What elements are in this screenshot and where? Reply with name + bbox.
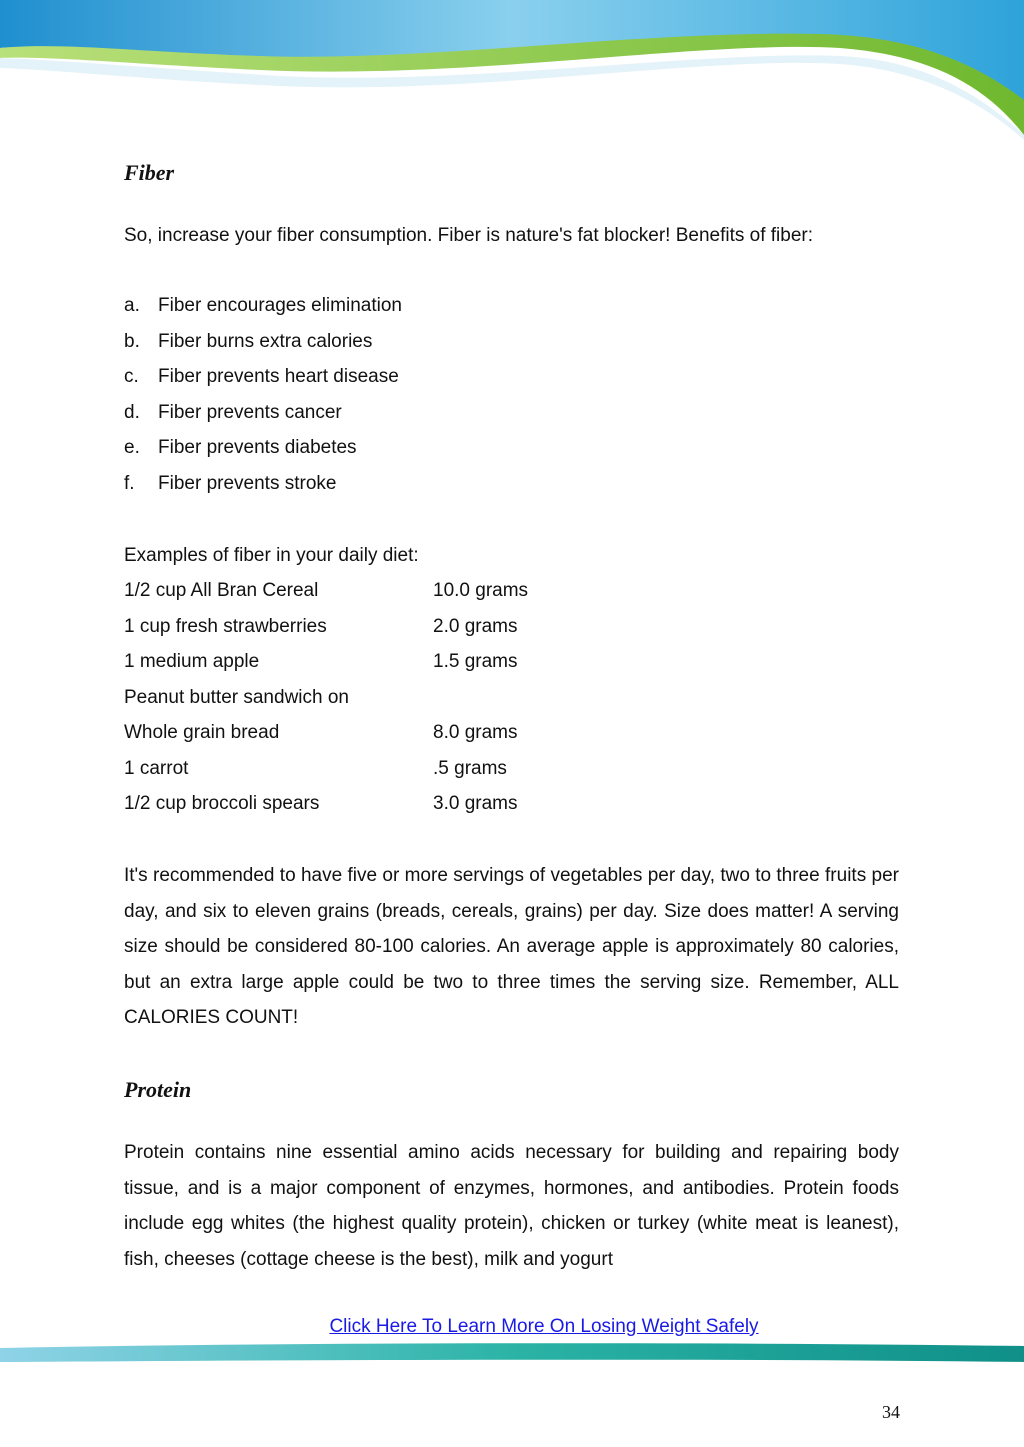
fiber-example-row bbox=[124, 615, 517, 639]
fiber-example-food: 1 medium apple bbox=[124, 651, 260, 672]
fiber-example-amount: 10.0 grams bbox=[433, 580, 529, 601]
fiber-example-row bbox=[124, 721, 517, 745]
benefit-text: Fiber encourages elimination bbox=[158, 295, 402, 316]
benefit-item bbox=[124, 472, 336, 496]
protein-paragraph: Protein contains nine essential amino acids necessary for building and repairing body tissue, and is a major component of enzymes, hormones, and antibodies. Protein foods include egg whites (the highest quality protein), chicken or turkey (white meat is leanest), fish, cheeses (cottage cheese is the best), milk and yogurt bbox=[124, 1142, 899, 1270]
protein-heading: Protein bbox=[124, 1077, 192, 1102]
fiber-example-amount: .5 grams bbox=[433, 757, 507, 779]
fiber-example-food: 1 carrot bbox=[124, 757, 189, 779]
benefit-text: Fiber burns extra calories bbox=[158, 330, 373, 352]
benefit-marker: b. bbox=[124, 330, 140, 352]
fiber-intro: So, increase your fiber consumption. Fiber is nature's fat blocker! Benefits of fiber: bbox=[124, 225, 814, 246]
benefit-marker: f. bbox=[124, 472, 135, 494]
footer-wave-decoration bbox=[0, 1340, 1024, 1370]
fiber-example-food: Whole grain bread bbox=[124, 722, 280, 743]
benefit-marker: a. bbox=[124, 295, 140, 316]
page-number: 34 bbox=[882, 1402, 900, 1422]
benefit-marker: d. bbox=[124, 401, 140, 423]
fiber-example-amount: 2.0 grams bbox=[433, 615, 518, 637]
benefit-item bbox=[124, 436, 357, 460]
benefit-text: Fiber prevents heart disease bbox=[158, 366, 399, 387]
fiber-example-row bbox=[124, 686, 433, 710]
header-wave-decoration bbox=[0, 0, 1024, 140]
fiber-example-food: Peanut butter sandwich on bbox=[124, 686, 349, 708]
benefit-text: Fiber prevents cancer bbox=[158, 401, 342, 423]
fiber-example-amount: 8.0 grams bbox=[433, 722, 518, 743]
benefit-item bbox=[124, 294, 402, 318]
fiber-example-food: 1/2 cup All Bran Cereal bbox=[124, 580, 319, 601]
fiber-example-food: 1/2 cup broccoli spears bbox=[124, 793, 320, 814]
benefit-item bbox=[124, 365, 399, 389]
benefit-marker: e. bbox=[124, 437, 140, 458]
fiber-example-row bbox=[124, 650, 517, 674]
examples-title: Examples of fiber in your daily diet: bbox=[124, 545, 419, 566]
fiber-heading: Fiber bbox=[124, 160, 175, 185]
benefit-marker: c. bbox=[124, 366, 139, 387]
benefit-text: Fiber prevents stroke bbox=[158, 472, 337, 494]
learn-more-link[interactable]: Click Here To Learn More On Losing Weight Safely bbox=[329, 1316, 759, 1337]
recommendation-paragraph: It's recommended to have five or more servings of vegetables per day, two to three fruits per day, and six to eleven grains (breads, cereals, grains) per day. Size does matter! A serving size should be considered 80-100 calories. An average apple is approximately 80 calories, but an extra large apple could be two to three times the serving size. Remember, ALL CALORIES COUNT! bbox=[124, 865, 899, 1028]
benefit-item bbox=[124, 330, 372, 354]
fiber-example-row bbox=[124, 792, 517, 816]
fiber-example-amount: 1.5 grams bbox=[433, 651, 518, 672]
fiber-example-amount: 3.0 grams bbox=[433, 793, 518, 814]
fiber-example-row bbox=[124, 757, 507, 781]
benefit-text: Fiber prevents diabetes bbox=[158, 437, 357, 458]
fiber-example-food: 1 cup fresh strawberries bbox=[124, 615, 327, 637]
benefit-item bbox=[124, 401, 342, 425]
fiber-example-row bbox=[124, 579, 528, 603]
